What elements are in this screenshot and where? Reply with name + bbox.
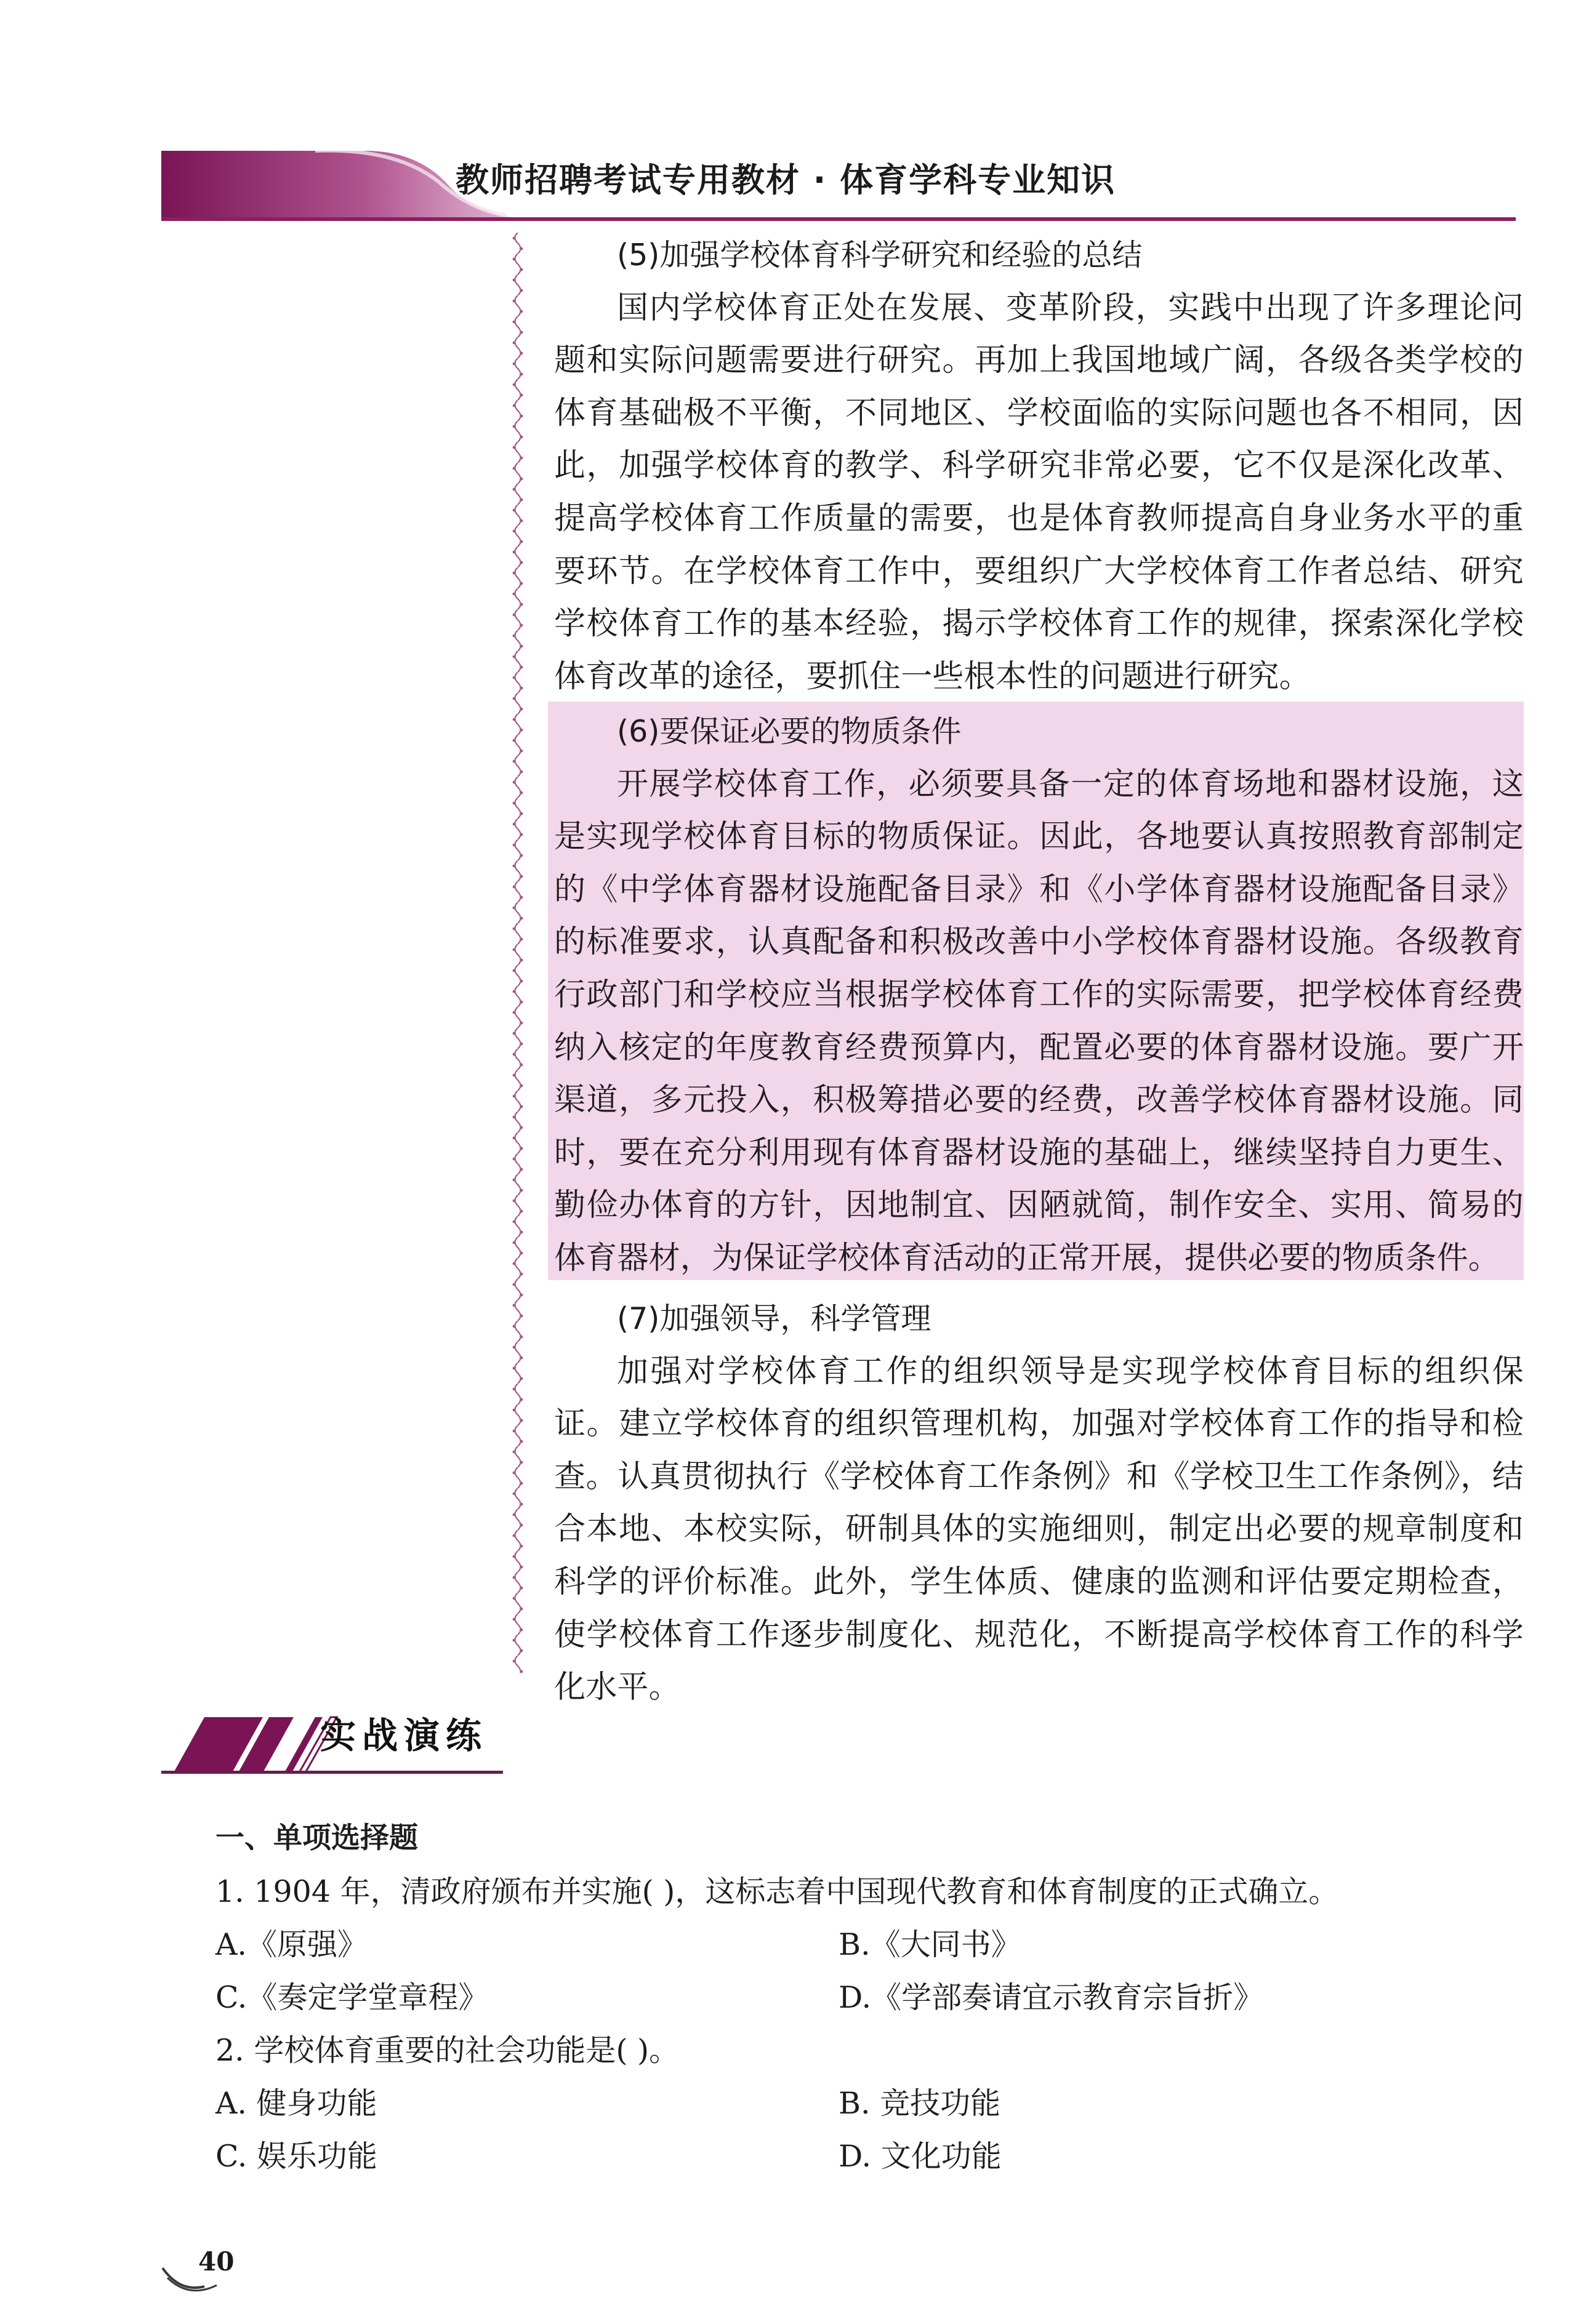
section-6 bbox=[554, 705, 1524, 1285]
section-heading: (7)加强领导，科学管理 bbox=[617, 1301, 931, 1336]
option-b: B.《大同书》 bbox=[839, 1927, 1021, 1962]
running-header-title: 教师招聘考试专用教材 · 体育学科专业知识 bbox=[456, 161, 1116, 199]
option-c: C. 娱乐功能 bbox=[215, 2139, 377, 2174]
page-number: 40 bbox=[198, 2246, 235, 2277]
practice-banner-rule bbox=[161, 1771, 503, 1774]
section-body: 开展学校体育工作，必须要具备一定的体育场地和器材设施，这是实现学校体育目标的物质保证。因此，各地要认真按照教育部制定的《中学体育器材设施配备目录》和《小学体育器材设施配备目录》的标准要求，认真配备和积极改善中小学校体育器材设施。各级教育行政部门和学校应当根据学校体育工作的实际需要，把学校体育经费纳入核定的年度教育经费预算内，配置必要的体育器材设施。要广开渠道，多元投入，积极筹措必要的经费，改善学校体育器材设施。同时，要在充分利用现有体育器材设施的基础上，继续坚持自力更生、勤俭办体育的方针，因地制宜、因陋就简，制作安全、实用、简易的体育器材，为保证学校体育活动的正常开展，提供必要的物质条件。 bbox=[554, 766, 1524, 1276]
practice-banner-title: 实战演练 bbox=[320, 1715, 488, 1757]
option-d: D. 文化功能 bbox=[839, 2139, 1002, 2174]
section-5 bbox=[554, 229, 1524, 703]
decorative-vine-border bbox=[510, 233, 526, 1673]
option-a: A.《原强》 bbox=[215, 1927, 368, 1962]
question-stem: 1. 1904 年，清政府颁布并实施( )，这标志着中国现代教育和体育制度的正式确立。 bbox=[215, 1874, 1339, 1909]
option-a: A. 健身功能 bbox=[215, 2086, 377, 2121]
section-body: 加强对学校体育工作的组织领导是实现学校体育目标的组织保证。建立学校体育的组织管理机构，加强对学校体育工作的指导和检查。认真贯彻执行《学校体育工作条例》和《学校卫生工作条例》，结合本地、本校实际，研制具体的实施细则，制定出必要的规章制度和科学的评价标准。此外，学生体质、健康的监测和评估要定期检查，使学校体育工作逐步制度化、规范化，不断提高学校体育工作的科学化水平。 bbox=[554, 1353, 1524, 1706]
option-d: D.《学部奏请宜示教育宗旨折》 bbox=[839, 1980, 1264, 2015]
section-heading: (6)要保证必要的物质条件 bbox=[617, 714, 962, 749]
section-heading: (5)加强学校体育科学研究和经验的总结 bbox=[617, 238, 1143, 273]
option-b: B. 竞技功能 bbox=[839, 2086, 1001, 2121]
section-body: 国内学校体育正处在发展、变革阶段，实践中出现了许多理论问题和实际问题需要进行研究。再加上我国地域广阔，各级各类学校的体育基础极不平衡，不同地区、学校面临的实际问题也各不相同，因此，加强学校体育的教学、科学研究非常必要，它不仅是深化改革、提高学校体育工作质量的需要，也是体育教师提高自身业务水平的重要环节。在学校体育工作中，要组织广大学校体育工作者总结、研究学校体育工作的基本经验，揭示学校体育工作的规律，探索深化学校体育改革的途径，要抓住一些根本性的问题进行研究。 bbox=[554, 289, 1524, 695]
header-rule bbox=[161, 217, 1516, 221]
question-group-title: 一、单项选择题 bbox=[215, 1821, 418, 1855]
question-stem: 2. 学校体育重要的社会功能是( )。 bbox=[215, 2033, 680, 2068]
section-7 bbox=[554, 1292, 1524, 1714]
option-c: C.《奏定学堂章程》 bbox=[215, 1980, 489, 2015]
